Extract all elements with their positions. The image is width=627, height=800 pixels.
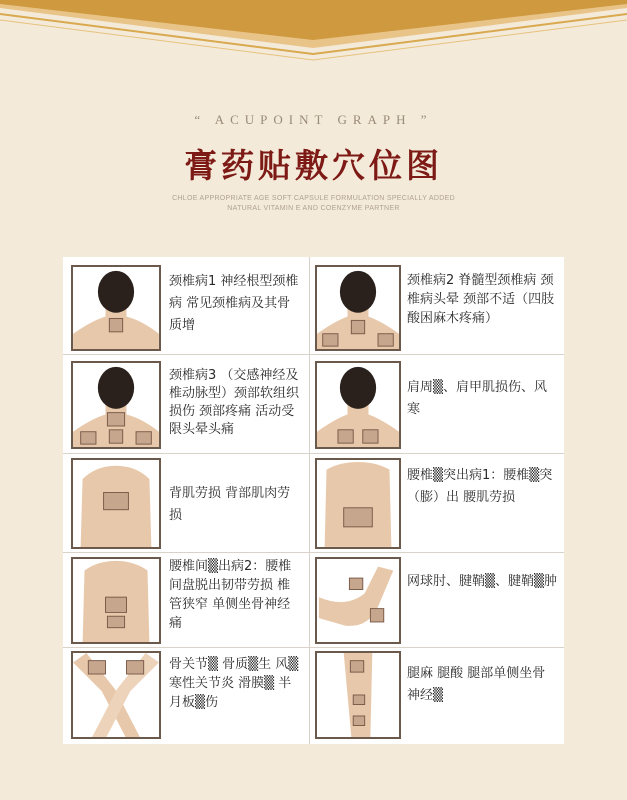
illustration-lumbar-disc <box>71 557 161 644</box>
header-decoration <box>0 0 627 70</box>
acupoint-description: 颈椎病3 （交感神经及椎动脉型）颈部软组织损伤 颈部疼痛 活动受限头晕头痛 <box>169 368 300 437</box>
illustration-lumbar-protrusion <box>315 458 401 549</box>
illustration-knee-joint <box>71 651 161 739</box>
illustration-leg <box>315 651 401 739</box>
page-title: 膏药贴敷穴位图 <box>184 146 443 185</box>
acupoint-description: 背肌劳损 背部肌肉劳损 <box>169 486 291 523</box>
acupoint-description: 骨关节▒ 骨质▒生 风▒寒性关节炎 滑膜▒ 半月板▒伤 <box>169 657 299 710</box>
tagline-line-2: NATURAL VITAMIN E AND COENZYME PARTNER <box>227 205 400 212</box>
row-divider <box>63 552 564 553</box>
illustration-neck-spinal-cord <box>315 265 401 351</box>
acupoint-grid <box>63 257 564 744</box>
acupoint-description: 腰椎间▒出病2：腰椎间盘脱出韧带劳损 椎管狭窄 单侧坐骨神经痛 <box>169 559 292 631</box>
tagline-line-1: CHLOE APPROPRIATE AGE SOFT CAPSULE FORMULATION SPECIALLY ADDED <box>172 195 455 202</box>
illustration-shoulder <box>315 361 401 449</box>
acupoint-description: 腿麻 腿酸 腿部单侧坐骨神经▒ <box>407 666 546 703</box>
header-subtitle: “ ACUPOINT GRAPH ” <box>194 112 433 127</box>
acupoint-description: 颈椎病2 脊髓型颈椎病 颈椎病头晕 颈部不适（四肢酸困麻木疼痛） <box>407 273 555 326</box>
row-divider <box>63 647 564 648</box>
column-divider <box>309 257 310 744</box>
illustration-elbow <box>315 557 401 644</box>
acupoint-description: 腰椎▒突出病1：腰椎▒突（膨）出 腰肌劳损 <box>407 468 553 505</box>
header-tagline <box>0 194 627 214</box>
illustration-neck-nerve-root <box>71 265 161 351</box>
acupoint-description: 颈椎病1 神经根型颈椎病 常见颈椎病及其骨质增 <box>169 274 299 333</box>
acupoint-description: 肩周▒、肩甲肌损伤、风寒 <box>407 380 547 417</box>
illustration-neck-sympathetic <box>71 361 161 449</box>
acupoint-description: 网球肘、腱鞘▒、腱鞘▒肿 <box>407 574 557 589</box>
illustration-back-muscle <box>71 458 161 549</box>
row-divider <box>63 354 564 355</box>
row-divider <box>63 453 564 454</box>
